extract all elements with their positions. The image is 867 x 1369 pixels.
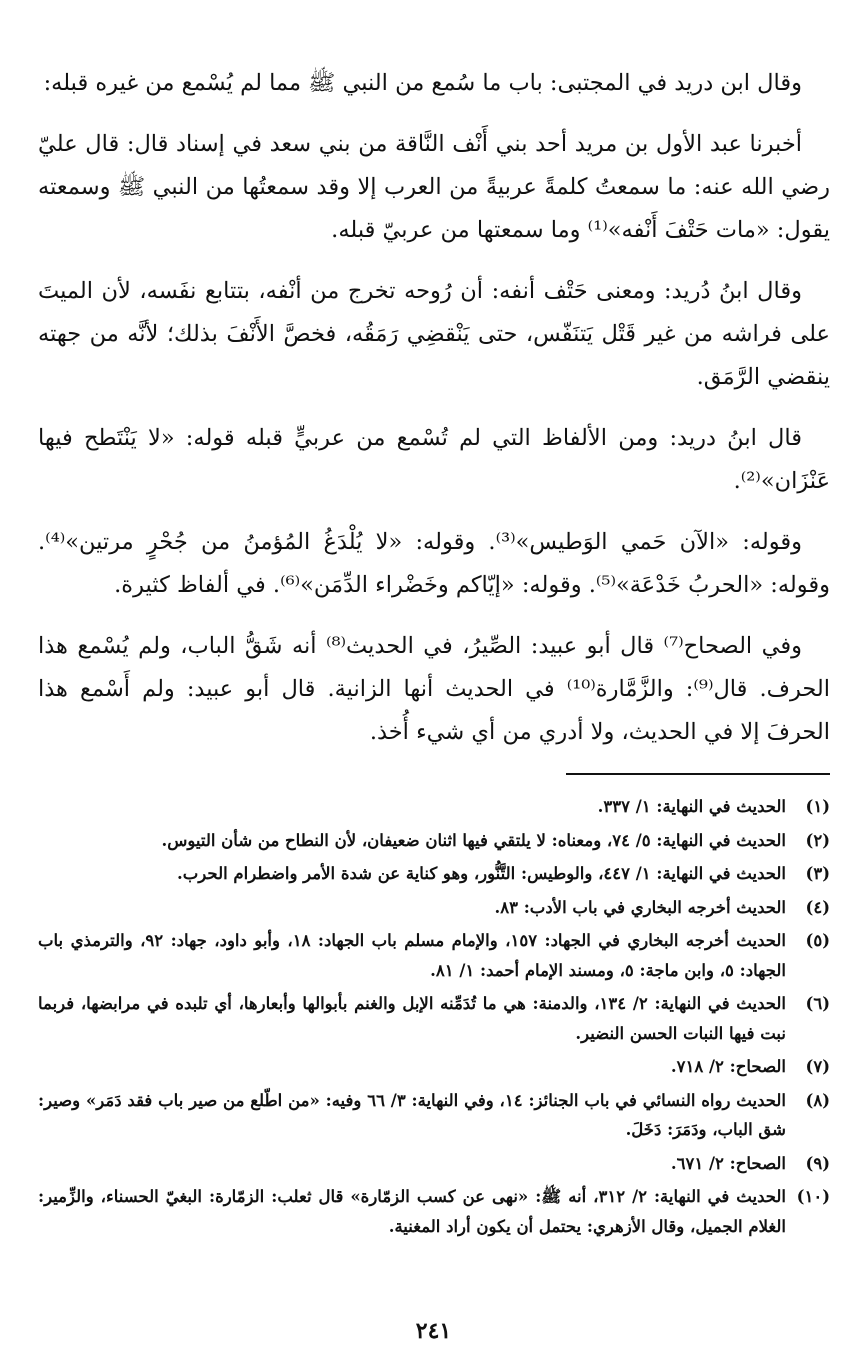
paragraph: وقال ابن دريد في المجتبى: باب ما سُمع من النبي ﷺ مما لم يُسْمع من غيره قبله: [43,70,802,96]
footnote [38,989,830,1048]
footnote-text: الصحاح: ٢/ ٧١٨. [670,1057,786,1076]
paragraph: وقال ابنُ دُريد: ومعنى حَتْف أنفه: أن رُوحه تخرج من أنْفه، بتتابع نفَسه، لأن الميتَ على فراشه من غير قَتْل يَتنَفّس، حتى يَنْقضِي رَمَقُه، فخصَّ الأَنْفَ بذلك؛ لأنَّه من جهته ينقضي الرَّمَق. [38,278,830,390]
footnote-number: (٤) [805,897,830,917]
footnote-separator [566,773,830,775]
footnote [38,1182,830,1241]
footnote-text: الصحاح: ٢/ ٦٧١. [670,1153,786,1173]
footnote-text: الحديث في النهاية: ٢/ ١٣٤، والدمنة: هي ما تُدَمِّنه الإبل والغنم بأبوالها وأبعارها، أي تلبده في مرابضها، فربما نبت فيها النبات الحسن النضير. [38,994,787,1043]
footnote-text: الحديث في النهاية: ٢/ ٣١٢، أنه ﷺ: «نهى عن كسب الزمّارة» قال ثعلب: الزمّارة: البغيّ الحسناء، والزِّمير: الغلام الجميل، وقال الأزهري: يحتمل أن يكون أراد المغنية. [38,1187,786,1236]
footnote [38,1052,830,1082]
footnote-number: (٣) [805,864,830,883]
footnote-number: (٩) [805,1153,830,1173]
footnote [38,1086,830,1145]
footnote [38,826,830,856]
footnote-number: (٥) [805,931,830,950]
paragraph: قال ابنُ دريد: ومن الألفاظ التي لم تُسْمع من عربيٍّ قبله قوله: «لا يَنْتَطح فيها عَنْزَان»⁽²⁾. [38,425,830,494]
footnotes [38,792,830,1245]
footnote-text: الحديث في النهاية: ١/ ٤٤٧، والوطيس: التَّنُّور، وهو كناية عن شدة الأمر واضطرام الحرب. [177,864,786,883]
footnote-text: الحديث أخرجه البخاري في الجهاد: ١٥٧، والإمام مسلم باب الجهاد: ١٨، وأبو داود، جهاد: ٩٢، والترمذي باب الجهاد: ٥، وابن ماجة: ٥، ومسند الإمام أحمد: ١/ ٨١. [38,931,786,980]
footnote [38,893,830,923]
footnote [38,1149,830,1179]
main-text [38,62,830,772]
paragraph: وفي الصحاح⁽⁷⁾ قال أبو عبيد: الصِّيرُ، في الحديث⁽⁸⁾ أنه شَقُّ الباب، ولم يُسْمع هذا الحرف. قال⁽⁹⁾: والزَّمَّارة⁽¹⁰⁾ في الحديث أنها الزانية. قال أبو عبيد: ولم أَسْمع هذا الحرفَ إلا في الحديث، ولا أدري من أي شيء أُخذ. [38,633,830,745]
footnote-text: الحديث في النهاية: ١/ ٣٣٧. [597,797,786,816]
footnote-number: (٧) [805,1057,830,1076]
footnote-text: الحديث في النهاية: ٥/ ٧٤، ومعناه: لا يلتقي فيها اثنان ضعيفان، لأن النطاح من شأن التيوس. [161,830,786,850]
footnote-number: (١٠) [796,1187,830,1206]
paragraph: وقوله: «الآن حَمي الوَطيس»⁽³⁾. وقوله: «لا يُلْدَغُ المُؤمنُ من جُحْرٍ مرتين»⁽⁴⁾. وقوله: «الحربُ خَدْعَة»⁽⁵⁾. وقوله: «إيّاكم وخَضْراء الدِّمَن»⁽⁶⁾. في ألفاظ كثيرة. [38,529,830,598]
footnote [38,926,830,985]
footnote-number: (٢) [805,830,830,850]
footnote-number: (١) [805,797,830,816]
paragraph: أخبرنا عبد الأول بن مريد أحد بني أَنْف النَّاقة من بني سعد في إسناد قال: قال عليّ رضي الله عنه: ما سمعتُ كلمةً عربيةً من العرب إلا وقد سمعتُها من النبي ﷺ وسمعته يقول: «مات حَتْفَ أَنْفه»⁽¹⁾ وما سمعتها من عربيّ قبله. [38,131,830,243]
footnote-text: الحديث أخرجه البخاري في باب الأدب: ٨٣. [494,897,786,917]
footnote-number: (٦) [805,994,830,1013]
footnote-number: (٨) [805,1090,830,1110]
footnote [38,792,830,822]
footnote-text: الحديث رواه النسائي في باب الجنائز: ١٤، وفي النهاية: ٣/ ٦٦ وفيه: «من اطّلع من صير باب فقد دَمَر» وصير: شق الباب، ودَمَرَ: دَخَلَ. [38,1090,787,1139]
page-number: ٢٤١ [415,1318,452,1344]
footnote [38,859,830,889]
